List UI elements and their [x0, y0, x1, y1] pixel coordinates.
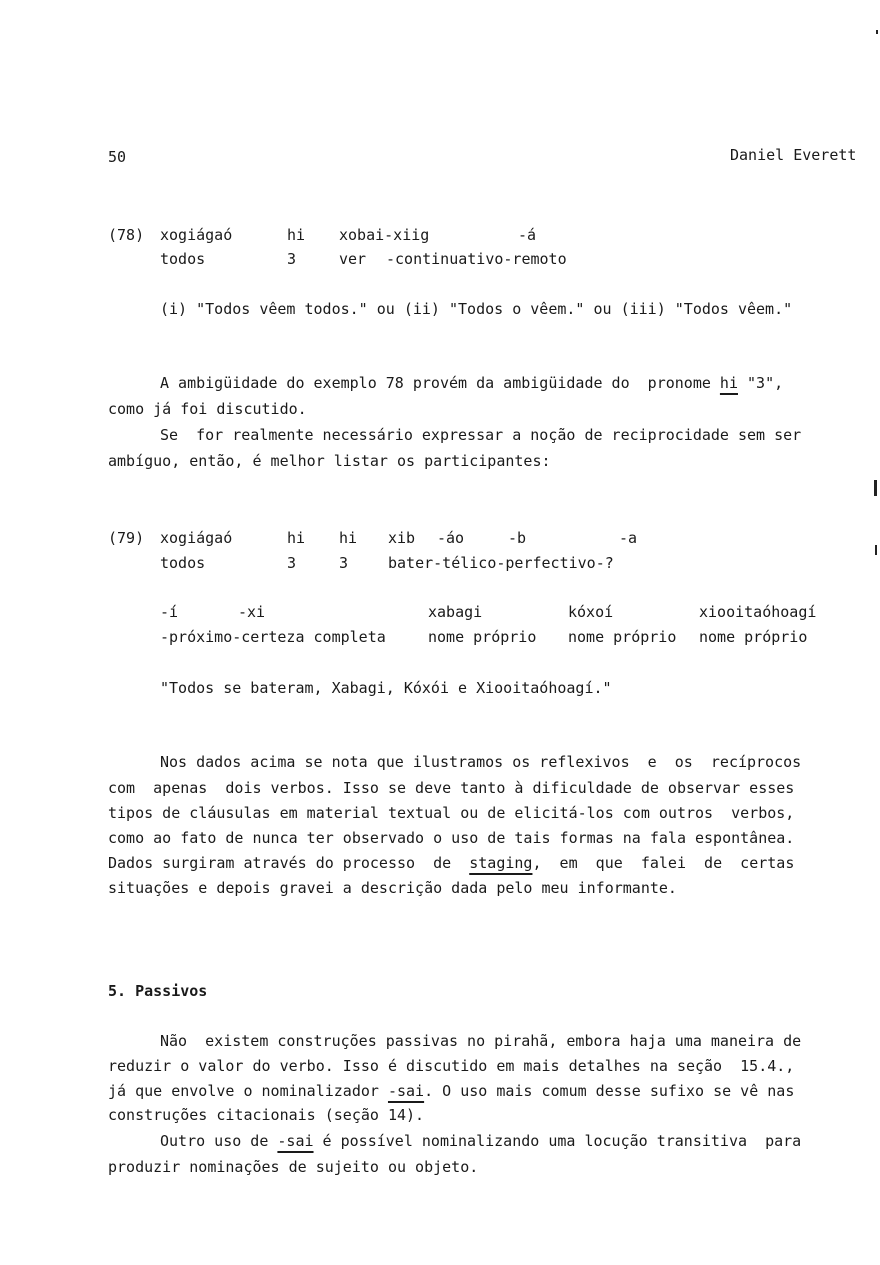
text-line: situações e depois gravei a descrição dada pelo meu informante. — [108, 879, 677, 897]
interlinear-gloss: todos — [160, 554, 206, 572]
example-number: (78) — [108, 226, 145, 244]
interlinear-gloss: 3 — [287, 554, 297, 572]
free-translation: "Todos se bateram, Xabagi, Kóxói e Xiooitaóhoagí." — [160, 679, 612, 697]
interlinear-word: -áo — [437, 529, 465, 547]
text-line: Outro uso de -sai é possível nominalizando uma locução transitiva para — [160, 1132, 802, 1150]
underlined-term: -sai — [387, 1082, 425, 1100]
interlinear-word: -xi — [238, 603, 266, 621]
interlinear-word: -a — [619, 529, 638, 547]
text-line: como já foi discutido. — [108, 400, 307, 418]
interlinear-word: -b — [508, 529, 527, 547]
interlinear-gloss: bater-télico-perfectivo-? — [388, 554, 614, 572]
scan-mark — [874, 480, 877, 496]
interlinear-word: -í — [160, 603, 179, 621]
text-line: como ao fato de nunca ter observado o uso de tais formas na fala espontânea. — [108, 829, 795, 847]
text-line: Se for realmente necessário expressar a noção de reciprocidade sem ser — [160, 426, 802, 444]
page-number: 50 — [108, 148, 127, 166]
free-translation: (i) "Todos vêem todos." ou (ii) "Todos o vêem." ou (iii) "Todos vêem." — [160, 300, 793, 318]
interlinear-gloss: 3 — [287, 250, 297, 268]
running-head-author: Daniel Everett — [730, 146, 857, 164]
underlined-term: hi — [719, 374, 738, 392]
interlinear-word: hi — [287, 529, 306, 547]
example-number: (79) — [108, 529, 145, 547]
interlinear-gloss: 3 — [339, 554, 349, 572]
interlinear-gloss: nome próprio — [428, 628, 537, 646]
interlinear-gloss: nome próprio — [568, 628, 677, 646]
interlinear-gloss: ver — [339, 250, 367, 268]
interlinear-gloss: todos — [160, 250, 206, 268]
text-line: reduzir o valor do verbo. Isso é discutido em mais detalhes na seção 15.4., — [108, 1057, 795, 1075]
text-line: com apenas dois verbos. Isso se deve tanto à dificuldade de observar esses — [108, 779, 795, 797]
text-line: construções citacionais (seção 14). — [108, 1106, 425, 1124]
interlinear-gloss: -próximo-certeza completa — [160, 628, 386, 646]
interlinear-word: kóxoí — [568, 603, 614, 621]
interlinear-gloss: nome próprio — [699, 628, 808, 646]
underlined-term: -sai — [277, 1132, 314, 1150]
interlinear-word: hi — [287, 226, 306, 244]
text-line: A ambigüidade do exemplo 78 provém da ambigüidade do pronome hi "3", — [160, 374, 784, 392]
interlinear-word: xiooitaóhoagí — [699, 603, 817, 621]
text-line: já que envolve o nominalizador -sai. O uso mais comum desse sufixo se vê nas — [108, 1082, 795, 1100]
interlinear-word: xogiágaó — [160, 226, 233, 244]
interlinear-word: xib — [388, 529, 416, 547]
interlinear-word: xabagi — [428, 603, 483, 621]
interlinear-word: xobai-xiig — [339, 226, 430, 244]
text-line: ambíguo, então, é melhor listar os participantes: — [108, 452, 551, 470]
scan-mark — [876, 30, 878, 34]
interlinear-word: xogiágaó — [160, 529, 233, 547]
interlinear-word: hi — [339, 529, 358, 547]
interlinear-word: -á — [518, 226, 537, 244]
text-line: Não existem construções passivas no pirahã, embora haja uma maneira de — [160, 1032, 802, 1050]
section-heading: 5. Passivos — [108, 982, 208, 1000]
text-line: tipos de cláusulas em material textual ou de elicitá-los com outros verbos, — [108, 804, 795, 822]
text-line: Nos dados acima se nota que ilustramos os reflexivos e os recíprocos — [160, 753, 802, 771]
interlinear-gloss: -continuativo-remoto — [386, 250, 567, 268]
underlined-term: staging — [469, 854, 533, 872]
text-line: produzir nominações de sujeito ou objeto. — [108, 1158, 479, 1176]
text-line: Dados surgiram através do processo de staging, em que falei de certas — [108, 854, 795, 872]
scan-mark — [875, 545, 877, 555]
